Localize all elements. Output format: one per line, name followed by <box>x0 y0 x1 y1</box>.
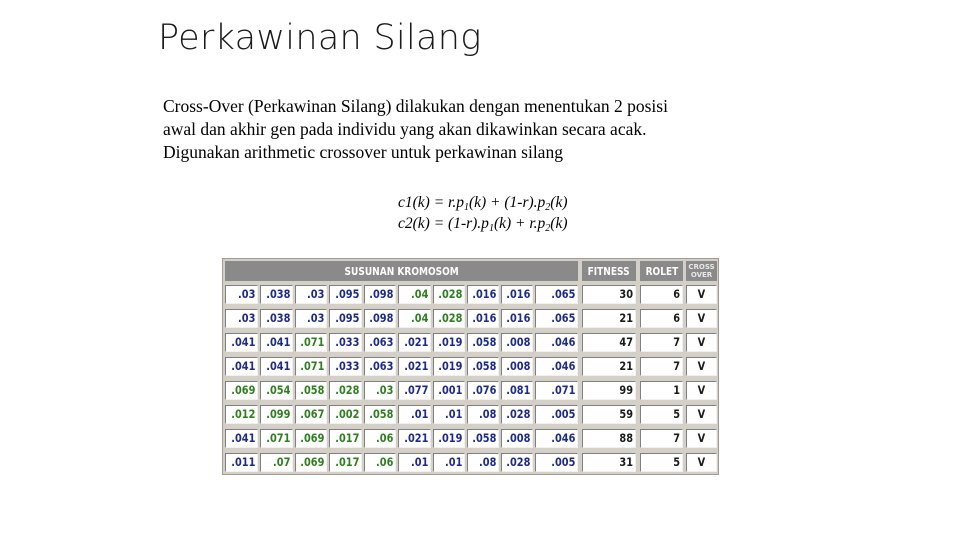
table-row <box>223 403 718 427</box>
table-row <box>223 331 718 355</box>
table-row <box>223 355 718 379</box>
gene-cell[interactable]: .063 <box>364 357 396 376</box>
fitness-cell[interactable]: 47 <box>582 333 636 352</box>
gene-cell[interactable]: .03 <box>295 309 327 328</box>
crossover-cell[interactable]: V <box>686 309 717 328</box>
header-rolet: ROLET <box>640 261 683 281</box>
gene-cell[interactable]: .098 <box>364 285 396 304</box>
gene-cell[interactable]: .001 <box>433 381 465 400</box>
body-line: awal dan akhir gen pada individu yang akan dikawinkan secara acak. <box>163 119 647 139</box>
gene-cell[interactable]: .058 <box>467 333 499 352</box>
fitness-cell[interactable]: 99 <box>582 381 636 400</box>
body-line: Digunakan arithmetic crossover untuk perkawinan silang <box>163 142 563 162</box>
gene-cell[interactable]: .005 <box>535 405 578 424</box>
rolet-cell[interactable]: 6 <box>640 309 683 328</box>
gene-cell[interactable]: .03 <box>295 285 327 304</box>
gene-cell[interactable]: .058 <box>295 381 327 400</box>
header-cross-over: CROSS OVER <box>686 261 717 281</box>
formula-c1: $c1(k) = r.p_1(k) + (1-r).p_2(k)$ <box>398 194 568 213</box>
gene-cell[interactable]: .046 <box>535 357 578 376</box>
gene-cell[interactable]: .033 <box>329 333 362 352</box>
gene-cell[interactable]: .041 <box>225 333 258 352</box>
formula-c2: $c2(k) = (1-r).p_1(k) + r.p_2(k)$ <box>398 215 568 234</box>
gene-cell[interactable]: .016 <box>501 285 533 304</box>
slide-title: Perkawinan Silang <box>158 18 482 58</box>
body-text <box>163 95 763 164</box>
gene-cell[interactable]: .099 <box>260 405 293 424</box>
gene-cell[interactable]: .065 <box>535 309 578 328</box>
gene-cell[interactable]: .06 <box>364 429 396 448</box>
fitness-cell[interactable]: 21 <box>582 309 636 328</box>
rolet-cell[interactable]: 6 <box>640 285 683 304</box>
crossover-cell[interactable]: V <box>686 357 717 376</box>
fitness-cell[interactable]: 21 <box>582 357 636 376</box>
gene-cell[interactable]: .08 <box>467 453 499 472</box>
gene-cell[interactable]: .095 <box>329 285 362 304</box>
gene-cell[interactable]: .021 <box>398 333 431 352</box>
gene-cell[interactable]: .016 <box>467 309 499 328</box>
header-fitness: FITNESS <box>582 261 636 281</box>
gene-cell[interactable]: .03 <box>225 285 258 304</box>
gene-cell[interactable]: .028 <box>329 381 362 400</box>
gene-cell[interactable]: .046 <box>535 333 578 352</box>
gene-cell[interactable]: .058 <box>364 405 396 424</box>
gene-cell[interactable]: .019 <box>433 333 465 352</box>
gene-cell[interactable]: .04 <box>398 285 431 304</box>
gene-cell[interactable]: .081 <box>501 381 533 400</box>
rolet-cell[interactable]: 5 <box>640 405 683 424</box>
body-line: Cross-Over (Perkawinan Silang) dilakukan dengan menentukan 2 posisi <box>163 96 668 116</box>
gene-cell[interactable]: .002 <box>329 405 362 424</box>
gene-cell[interactable]: .021 <box>398 429 431 448</box>
formula-block <box>398 192 568 234</box>
gene-cell[interactable]: .01 <box>398 405 431 424</box>
fitness-cell[interactable]: 59 <box>582 405 636 424</box>
gene-cell[interactable]: .03 <box>364 381 396 400</box>
gene-cell[interactable]: .071 <box>260 429 293 448</box>
gene-cell[interactable]: .077 <box>398 381 431 400</box>
rolet-cell[interactable]: 7 <box>640 429 683 448</box>
table-row <box>223 283 718 307</box>
crossover-cell[interactable]: V <box>686 285 717 304</box>
gene-cell[interactable]: .038 <box>260 309 293 328</box>
rolet-cell[interactable]: 7 <box>640 333 683 352</box>
crossover-cell[interactable]: V <box>686 453 717 472</box>
gene-cell[interactable]: .033 <box>329 357 362 376</box>
gene-cell[interactable]: .069 <box>295 429 327 448</box>
gene-cell[interactable]: .076 <box>467 381 499 400</box>
gene-cell[interactable]: .005 <box>535 453 578 472</box>
gene-cell[interactable]: .008 <box>501 357 533 376</box>
fitness-cell[interactable]: 31 <box>582 453 636 472</box>
kromosom-table <box>222 258 719 475</box>
gene-cell[interactable]: .008 <box>501 429 533 448</box>
rolet-cell[interactable]: 1 <box>640 381 683 400</box>
gene-cell[interactable]: .067 <box>295 405 327 424</box>
gene-cell[interactable]: .03 <box>225 309 258 328</box>
gene-cell[interactable]: .01 <box>433 405 465 424</box>
gene-cell[interactable]: .046 <box>535 429 578 448</box>
gene-cell[interactable]: .08 <box>467 405 499 424</box>
gene-cell[interactable]: .069 <box>295 453 327 472</box>
gene-cell[interactable]: .058 <box>467 357 499 376</box>
fitness-cell[interactable]: 30 <box>582 285 636 304</box>
gene-cell[interactable]: .041 <box>225 429 258 448</box>
gene-cell[interactable]: .065 <box>535 285 578 304</box>
crossover-cell[interactable]: V <box>686 405 717 424</box>
gene-cell[interactable]: .054 <box>260 381 293 400</box>
gene-cell[interactable]: .019 <box>433 357 465 376</box>
gene-cell[interactable]: .071 <box>295 357 327 376</box>
gene-cell[interactable]: .01 <box>398 453 431 472</box>
gene-cell[interactable]: .016 <box>501 309 533 328</box>
gene-cell[interactable]: .071 <box>295 333 327 352</box>
table-row <box>223 427 718 451</box>
table-row <box>223 379 718 403</box>
gene-cell[interactable]: .04 <box>398 309 431 328</box>
gene-cell[interactable]: .095 <box>329 309 362 328</box>
gene-cell[interactable]: .017 <box>329 453 362 472</box>
gene-cell[interactable]: .01 <box>433 453 465 472</box>
header-susunan-kromosom: SUSUNAN KROMOSOM <box>225 261 578 281</box>
gene-cell[interactable]: .017 <box>329 429 362 448</box>
gene-cell[interactable]: .098 <box>364 309 396 328</box>
fitness-cell[interactable]: 88 <box>582 429 636 448</box>
gene-cell[interactable]: .063 <box>364 333 396 352</box>
gene-cell[interactable]: .028 <box>433 309 465 328</box>
rolet-cell[interactable]: 5 <box>640 453 683 472</box>
gene-cell[interactable]: .016 <box>467 285 499 304</box>
gene-cell[interactable]: .021 <box>398 357 431 376</box>
gene-cell[interactable]: .028 <box>501 405 533 424</box>
crossover-cell[interactable]: V <box>686 381 717 400</box>
gene-cell[interactable]: .041 <box>260 357 293 376</box>
gene-cell[interactable]: .069 <box>225 381 258 400</box>
crossover-cell[interactable]: V <box>686 333 717 352</box>
gene-cell[interactable]: .071 <box>535 381 578 400</box>
gene-cell[interactable]: .038 <box>260 285 293 304</box>
rolet-cell[interactable]: 7 <box>640 357 683 376</box>
table-row <box>223 307 718 331</box>
gene-cell[interactable]: .06 <box>364 453 396 472</box>
table-header-row <box>223 259 718 283</box>
gene-cell[interactable]: .028 <box>501 453 533 472</box>
gene-cell[interactable]: .07 <box>260 453 293 472</box>
gene-cell[interactable]: .019 <box>433 429 465 448</box>
gene-cell[interactable]: .041 <box>225 357 258 376</box>
gene-cell[interactable]: .058 <box>467 429 499 448</box>
table-row <box>223 451 718 475</box>
gene-cell[interactable]: .012 <box>225 405 258 424</box>
gene-cell[interactable]: .041 <box>260 333 293 352</box>
gene-cell[interactable]: .028 <box>433 285 465 304</box>
gene-cell[interactable]: .011 <box>225 453 258 472</box>
gene-cell[interactable]: .008 <box>501 333 533 352</box>
crossover-cell[interactable]: V <box>686 429 717 448</box>
